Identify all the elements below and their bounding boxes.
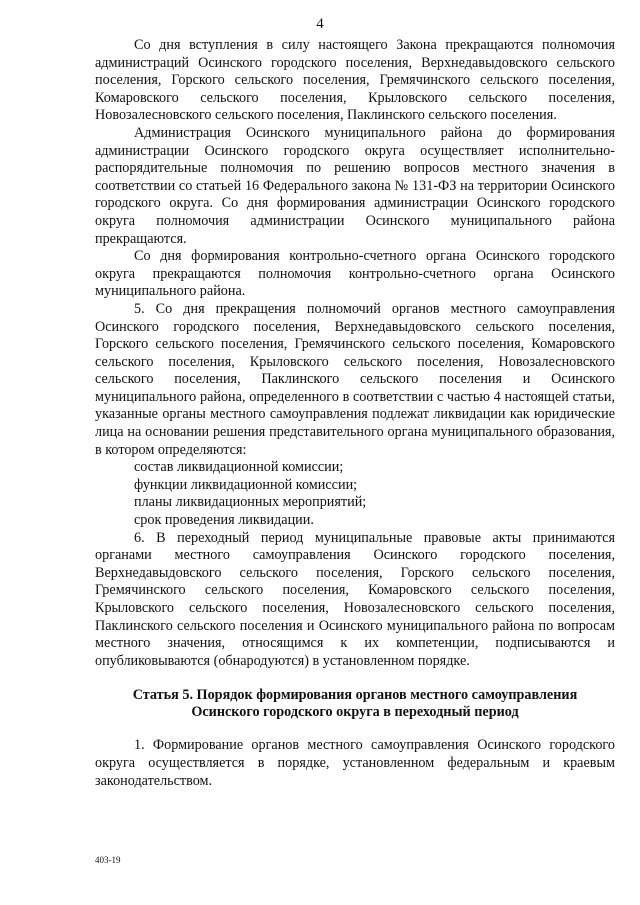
list-item: планы ликвидационных мероприятий; (134, 494, 367, 511)
page-number: 4 (316, 16, 324, 32)
article-heading (95, 687, 615, 720)
paragraph-administrations-termination: Со дня вступления в силу настоящего Закона прекращаются полномочия администраций Осинского городского поселения, Верхнедавыдовского сельского поселения, Горского сельского поселения, Гремячинского сельского поселения, Комаровского сельского поселения, Крыловского сельского поселения, Новозалесновского сельского поселения, Паклинского сельского поселения. (95, 37, 615, 124)
list-item: срок проведения ликвидации. (134, 512, 314, 529)
article-heading-line-2: Осинского городского округа в переходный период (191, 703, 519, 720)
article-heading-line-1: Статья 5. Порядок формирования органов местного самоуправления (132, 687, 578, 704)
list-item: состав ликвидационной комиссии; (134, 459, 344, 476)
spacer (95, 720, 615, 737)
list-item: функции ликвидационной комиссии; (134, 476, 358, 493)
paragraph-control-body: Со дня формирования контрольно-счетного органа Осинского городского округа прекращаются полномочия контрольно-счетного органа Осинского муниципального района. (95, 248, 615, 300)
liquidation-list (95, 459, 615, 529)
paragraph-transition-acts: 6. В переходный период муниципальные правовые акты принимаются органами местного самоуправления Осинского городского поселения, Верхнедавыдовского сельского поселения, Горского сельского поселения, Гремячинского сельского поселения, Комаровского сельского поселения, Крыловского сельского поселения, Новозалесновского сельского поселения, Паклинского сельского поселения и Осинского муниципального района по вопросам местного значения, относящимся к их компетенции, подписываются и опубликовываются (обнародуются) в установленном порядке. (95, 529, 615, 669)
document-code: 403-19 (95, 855, 121, 865)
paragraph-district-administration: Администрация Осинского муниципального района до формирования администрации Осинского городского округа осуществляет исполнительно-распорядительные полномочия по решению вопросов местного значения в соответствии со статьей 16 Федерального закона № 131-ФЗ на территории Осинского городского округа. Со дня формирования администрации Осинского городского округа полномочия администрации Осинского муниципального района прекращаются. (95, 124, 615, 247)
document-body (95, 37, 615, 790)
paragraph-liquidation: 5. Со дня прекращения полномочий органов местного самоуправления Осинского городского поселения, Верхнедавыдовского сельского поселения, Горского сельского поселения, Гремячинского сельского поселения, Комаровского сельского поселения, Крыловского сельского поселения, Новозалесновского сельского поселения, Паклинского сельского поселения и Осинского муниципального района, определенного в соответствии с частью 4 настоящей статьи, указанные органы местного самоуправления подлежат ликвидации как юридические лица на основании решения представительного органа муниципального образования, в котором определяются: (95, 300, 615, 458)
paragraph-formation: 1. Формирование органов местного самоуправления Осинского городского округа осуществляется в порядке, установленном федеральным и краевым законодательством. (95, 737, 615, 789)
